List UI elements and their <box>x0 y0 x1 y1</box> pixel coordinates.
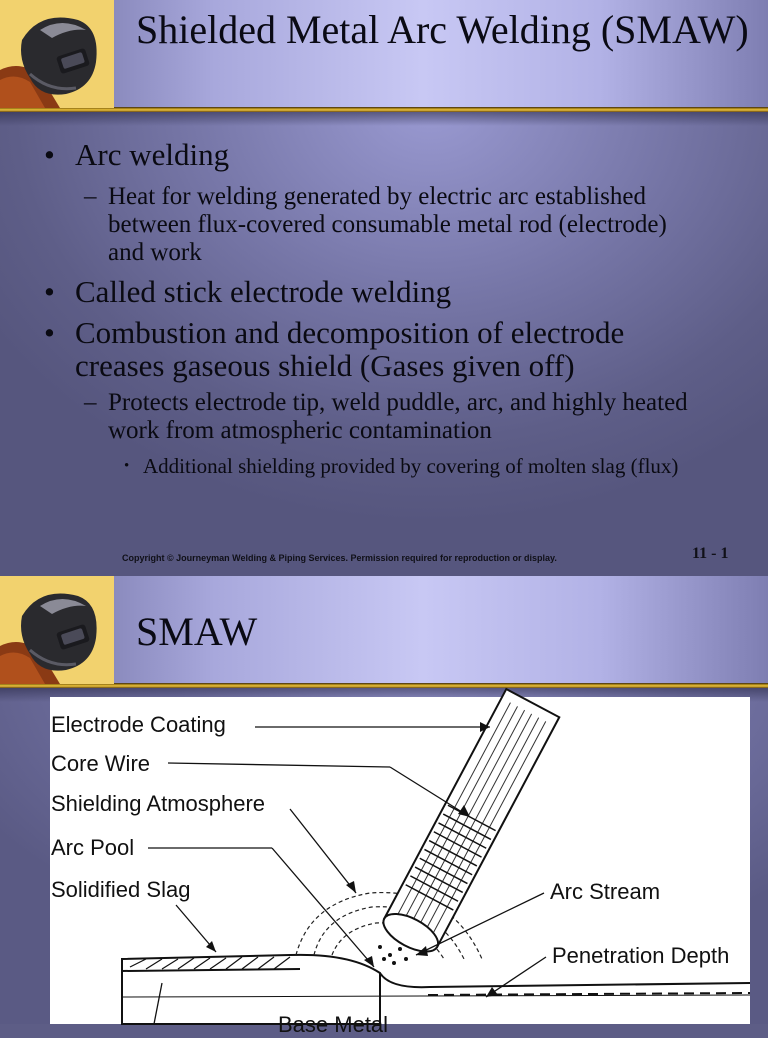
label-core-wire: Core Wire <box>51 751 151 776</box>
sub-bullet-glyph: – <box>84 389 97 416</box>
sub-bullet-text: Heat for welding generated by electric arc established between flux-covered consumable metal rod (electrode) and work <box>108 183 667 266</box>
bullet-text: Combustion and decomposition of electrode creases gaseous shield (Gases given off) <box>75 315 625 383</box>
smaw-diagram-drawing <box>50 697 750 1024</box>
label-base-metal: Base Metal <box>278 1012 389 1037</box>
smaw-diagram <box>50 697 750 1037</box>
welder-helmet-icon <box>0 0 114 108</box>
label-penetration-depth: Penetration Depth <box>552 943 730 968</box>
copyright-footer: Copyright © Journeyman Welding & Piping Services. Permission required for reproduction or display. <box>122 553 557 563</box>
welder-helmet-icon <box>0 576 114 684</box>
sub-sub-bullet-glyph: • <box>124 458 130 474</box>
label-electrode-coating: Electrode Coating <box>51 712 226 737</box>
label-shielding-atmosphere: Shielding Atmosphere <box>51 791 266 816</box>
slide-title: Shielded Metal Arc Welding (SMAW) <box>136 7 749 52</box>
page-number: 11 - 1 <box>692 545 729 562</box>
label-arc-stream: Arc Stream <box>550 879 661 904</box>
bullet-glyph: • <box>44 315 55 350</box>
title-shadow <box>0 112 768 126</box>
label-solidified-slag: Solidified Slag <box>51 877 191 902</box>
bullet-text: Called stick electrode welding <box>75 274 452 309</box>
bullet-glyph: • <box>44 274 55 309</box>
bullet-glyph: • <box>44 137 55 172</box>
sub-sub-bullet-text: Additional shielding provided by covering of molten slag (flux) <box>143 454 679 478</box>
label-arc-pool: Arc Pool <box>51 835 135 860</box>
bullet-text: Arc welding <box>75 137 230 172</box>
sub-bullet-text: Protects electrode tip, weld puddle, arc, and highly heated work from atmospheric contamination <box>108 389 688 444</box>
sub-bullet-glyph: – <box>84 183 97 210</box>
slide-title: SMAW <box>136 609 258 654</box>
